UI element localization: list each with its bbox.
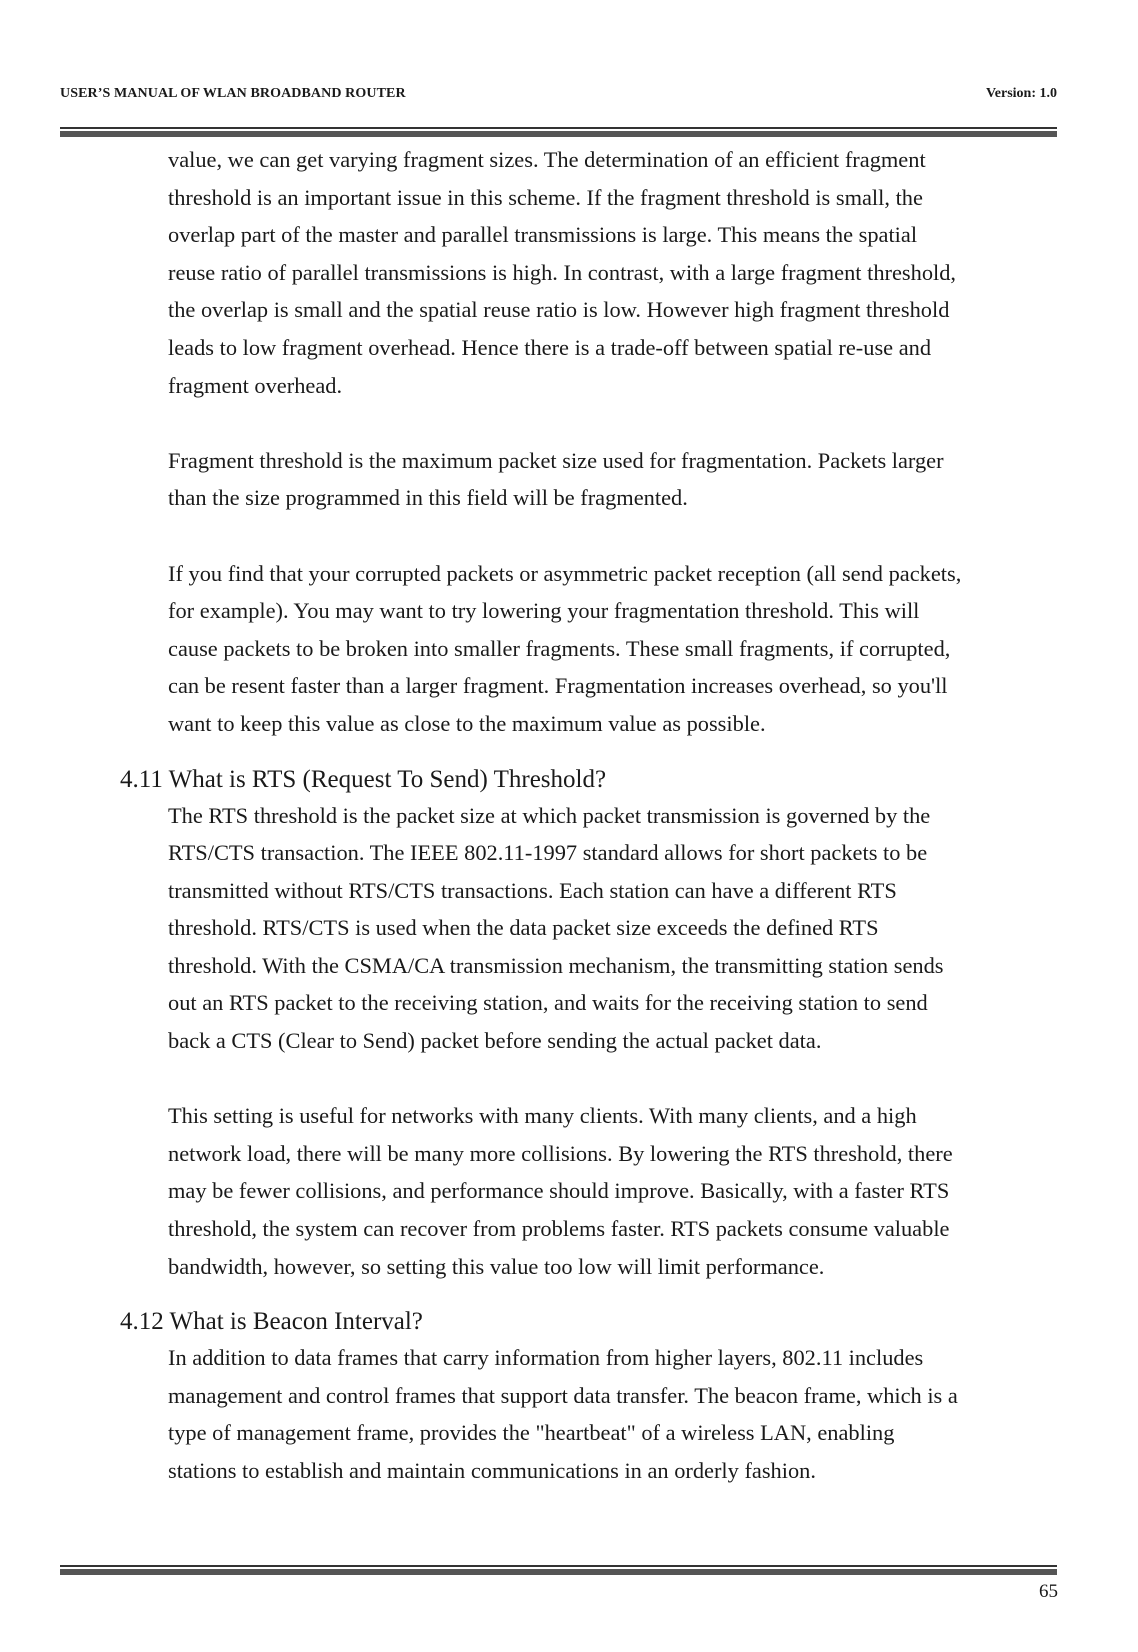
paragraph-rts-threshold xyxy=(168,797,1068,1060)
text-line: threshold. With the CSMA/CA transmission mechanism, the transmitting station sends xyxy=(168,952,944,978)
text-line: the overlap is small and the spatial reuse ratio is low. However high fragment threshold xyxy=(168,297,950,323)
text-line: fragment overhead. xyxy=(168,372,343,398)
section-heading-rts-threshold: 4.11 What is RTS (Request To Send) Threshold? xyxy=(120,765,607,793)
text-line: may be fewer collisions, and performance should improve. Basically, with a faster RTS xyxy=(168,1178,950,1204)
text-line: management and control frames that support data transfer. The beacon frame, which is a xyxy=(168,1382,958,1408)
text-line: cause packets to be broken into smaller fragments. These small fragments, if corrupted, xyxy=(168,635,951,661)
text-line: can be resent faster than a larger fragment. Fragmentation increases overhead, so you'll xyxy=(168,673,948,699)
text-line: value, we can get varying fragment sizes. The determination of an efficient fragment xyxy=(168,147,926,172)
text-line: This setting is useful for networks with many clients. With many clients, and a high xyxy=(168,1103,917,1129)
text-line: bandwidth, however, so setting this value too low will limit performance. xyxy=(168,1253,825,1279)
paragraph-corrupted-packets xyxy=(168,555,1068,743)
document-version: Version: 1.0 xyxy=(985,86,1057,101)
text-line: leads to low fragment overhead. Hence there is a trade-off between spatial re-use and xyxy=(168,334,932,360)
text-line: threshold is an important issue in this scheme. If the fragment threshold is small, the xyxy=(168,184,923,210)
text-line: back a CTS (Clear to Send) packet before sending the actual packet data. xyxy=(168,1028,822,1054)
text-line: want to keep this value as close to the maximum value as possible. xyxy=(168,710,766,736)
footer-rule xyxy=(60,1565,1057,1575)
document-header-title: USER’S MANUAL OF WLAN BROADBAND ROUTER xyxy=(60,86,406,101)
text-line: transmitted without RTS/CTS transactions. Each station can have a different RTS xyxy=(168,877,897,903)
paragraph-fragment-sizes xyxy=(168,141,1068,404)
text-line: overlap part of the master and parallel transmissions is large. This means the spatial xyxy=(168,222,918,248)
text-line: network load, there will be many more collisions. By lowering the RTS threshold, there xyxy=(168,1140,953,1166)
text-line: The RTS threshold is the packet size at which packet transmission is governed by the xyxy=(168,802,931,828)
page-body xyxy=(120,141,1068,1527)
text-line: for example). You may want to try lowering your fragmentation threshold. This will xyxy=(168,598,920,624)
section-heading-beacon-interval: 4.12 What is Beacon Interval? xyxy=(120,1308,423,1336)
text-line: In addition to data frames that carry information from higher layers, 802.11 includes xyxy=(168,1345,924,1371)
text-line: than the size programmed in this field will be fragmented. xyxy=(168,485,688,511)
paragraph-many-clients xyxy=(168,1097,1068,1285)
text-line: threshold. RTS/CTS is used when the data packet size exceeds the defined RTS xyxy=(168,915,879,941)
text-line: threshold, the system can recover from problems faster. RTS packets consume valuable xyxy=(168,1216,950,1242)
text-line: type of management frame, provides the "heartbeat" of a wireless LAN, enabling xyxy=(168,1420,895,1446)
page-number: 65 xyxy=(1039,1581,1058,1602)
text-line: Fragment threshold is the maximum packet size used for fragmentation. Packets larger xyxy=(168,447,944,473)
text-line: RTS/CTS transaction. The IEEE 802.11-1997 standard allows for short packets to be xyxy=(168,840,928,866)
text-line: stations to establish and maintain communications in an orderly fashion. xyxy=(168,1458,816,1483)
text-line: If you find that your corrupted packets or asymmetric packet reception (all send packets, xyxy=(168,560,962,586)
paragraph-beacon-frame xyxy=(168,1339,1068,1489)
paragraph-fragment-threshold xyxy=(168,442,1068,517)
text-line: out an RTS packet to the receiving station, and waits for the receiving station to send xyxy=(168,990,928,1016)
text-line: reuse ratio of parallel transmissions is high. In contrast, with a large fragment threshold, xyxy=(168,259,957,285)
header-rule xyxy=(60,127,1057,137)
